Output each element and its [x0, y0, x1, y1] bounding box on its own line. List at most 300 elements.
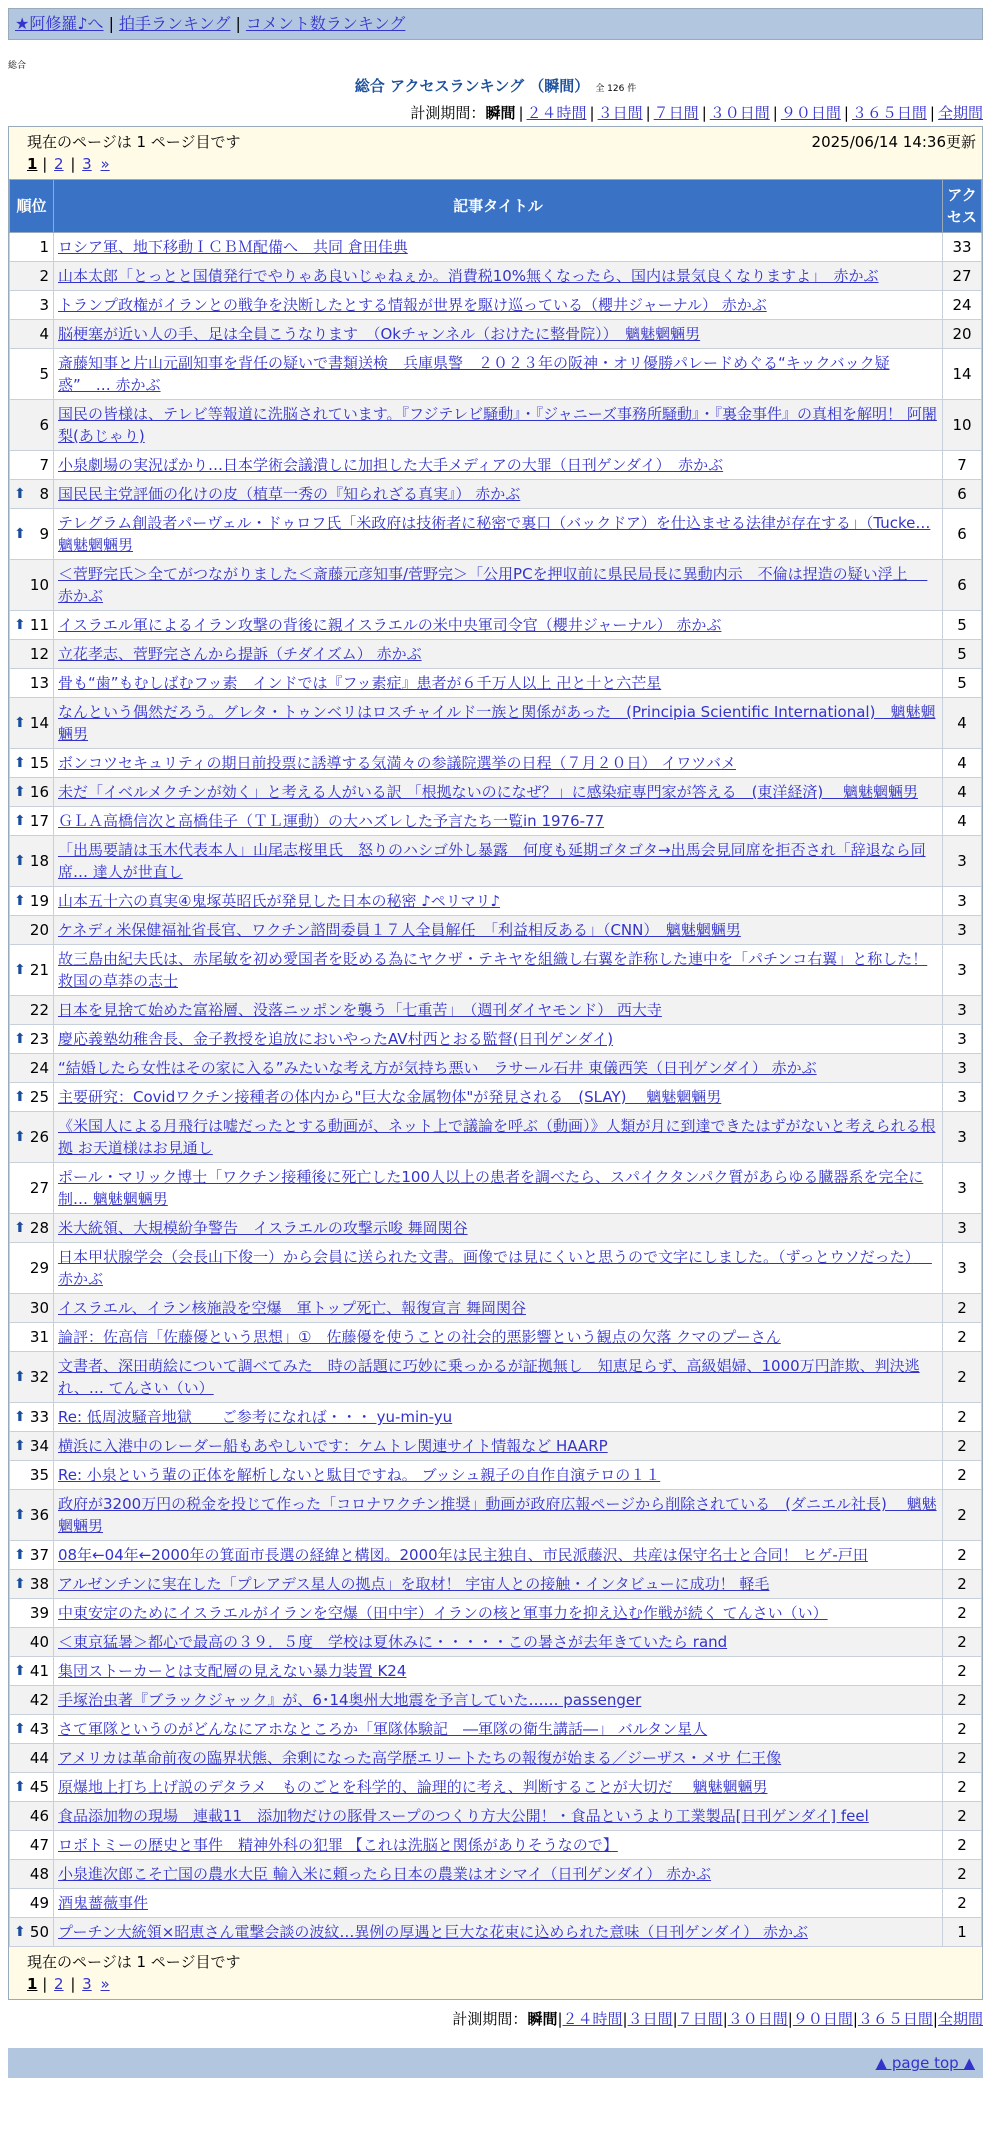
rank-number: 16: [29, 783, 49, 801]
rank-cell: [10, 1860, 54, 1889]
next-page-link[interactable]: »: [100, 1975, 110, 1993]
rank-number: 49: [29, 1894, 49, 1912]
article-link[interactable]: アメリカは革命前夜の臨界状態、余剰になった高学歴エリートたちの報復が始まる／ジーザス・メサ 仁王像: [58, 1749, 782, 1767]
article-link[interactable]: 酒鬼薔薇事件: [58, 1894, 149, 1912]
article-link[interactable]: 政府が3200万円の税金を投じて作った「コロナワクチン推奨」動画が政府広報ページから削除されている (ダニエル社長) 魑魅魍魎男: [58, 1495, 937, 1535]
table-row: [10, 1686, 982, 1715]
table-row: [10, 349, 982, 400]
period-link[interactable]: ３日間: [597, 104, 643, 122]
article-link[interactable]: アルゼンチンに実在した「プレアデス星人の拠点」を取材！ 宇宙人との接触・インタビューに成功！ 軽毛: [58, 1575, 770, 1593]
access-count: 4: [943, 807, 982, 836]
rank-column-header: 順位: [10, 180, 54, 233]
article-link[interactable]: 山本太郎「とっとと国債発行でやりゃあ良いじゃねぇか。消費税10%無くなったら、国内は景気良くなりますよ」 赤かぶ: [58, 267, 879, 285]
rank-cell: [10, 1657, 54, 1686]
rank-number: 10: [29, 576, 49, 594]
title-cell: [54, 1541, 943, 1570]
article-link[interactable]: 主要研究：Covidワクチン接種者の体内から"巨大な金属物体"が発見される (SLAY) 魑魅魍魎男: [58, 1088, 722, 1106]
page-separator: |: [37, 155, 53, 173]
title-cell: [54, 1083, 943, 1112]
rank-up-arrow-icon: ⬆: [14, 784, 26, 800]
rank-number: 7: [39, 456, 49, 474]
nav-link[interactable]: 拍手ランキング: [118, 14, 231, 33]
rank-cell: [10, 1802, 54, 1831]
article-link[interactable]: 原爆地上打ち上げ説のデタラメ ものごとを科学的、論理的に考え、判断することが大切だ 魑魅魍魎男: [58, 1778, 768, 1796]
article-link[interactable]: 中東安定のためにイスラエルがイランを空爆（田中宇）イランの核と軍事力を抑え込む作戦が続く てんさい（い）: [58, 1604, 828, 1622]
article-link[interactable]: ＜東京猛暑＞都心で最高の３９．５度 学校は夏休みに・・・・・この暑さが去年きていたら rand: [58, 1633, 728, 1651]
period-link[interactable]: ９０日間: [792, 2010, 853, 2028]
rank-number: 17: [29, 812, 49, 830]
article-link[interactable]: 「出馬要請は玉木代表本人」山尾志桜里氏 怒りのハシゴ外し暴露 何度も延期ゴタゴタ→出馬会見同席を拒否され「辞退なら同席… 達人が世直し: [58, 841, 926, 881]
article-link[interactable]: ボンコツセキュリティの期日前投票に誘導する気満々の参議院選挙の日程（７月２０日） イワツバメ: [58, 754, 736, 772]
period-link[interactable]: ３６５日間: [851, 104, 927, 122]
rank-up-arrow-icon: ⬆: [14, 526, 26, 542]
rank-up-arrow-icon: ⬆: [14, 1576, 26, 1592]
rank-cell: [10, 1490, 54, 1541]
page-link[interactable]: 3: [82, 1975, 92, 1993]
table-row: [10, 1323, 982, 1352]
rank-cell: [10, 749, 54, 778]
article-link[interactable]: 日本甲状腺学会（会長山下俊一）から会員に送られた文書。画像では見にくいと思うので文字にしました。（ずっとウソだった） 赤かぶ: [58, 1248, 932, 1288]
rank-number: 31: [29, 1328, 49, 1346]
period-separator: |: [843, 104, 849, 122]
access-count: 5: [943, 611, 982, 640]
article-link[interactable]: ポール・マリック博士「ワクチン接種後に死亡した100人以上の患者を調べたら、スパイクタンパク質があらゆる臓器系を完全に制… 魑魅魍魎男: [58, 1168, 924, 1208]
period-link[interactable]: 全期間: [937, 2010, 983, 2028]
access-count: 2: [943, 1715, 982, 1744]
article-link[interactable]: テレグラム創設者パーヴェル・ドゥロフ氏「米政府は技術者に秘密で裏口（バックドア）を仕込ませる法律が存在する」（Tucke… 魑魅魍魎男: [58, 514, 931, 554]
rank-number: 6: [39, 416, 49, 434]
rank-number: 8: [39, 485, 49, 503]
article-link[interactable]: なんという偶然だろう。グレタ・トゥンベリはロスチャイルド一族と関係があった (Principia Scientific International) 魑魅魍魎男: [58, 703, 936, 743]
article-link[interactable]: 立花孝志、菅野完さんから提訴（チダイズム） 赤かぶ: [58, 645, 422, 663]
title-cell: [54, 778, 943, 807]
article-link[interactable]: 手塚治虫著『ブラックジャック』が、6･14奥州大地震を予言していた…… passenger: [58, 1691, 642, 1709]
access-count: 2: [943, 1541, 982, 1570]
rank-up-arrow-icon: ⬆: [14, 1369, 26, 1385]
title-column-header: 記事タイトル: [54, 180, 943, 233]
rank-up-arrow-icon: ⬆: [14, 1031, 26, 1047]
page-separator: [94, 155, 99, 173]
rank-cell: [10, 640, 54, 669]
rank-number: 1: [39, 238, 49, 256]
rank-cell: [10, 1628, 54, 1657]
table-row: [10, 1490, 982, 1541]
article-link[interactable]: ＜菅野完氏＞全てがつながりました＜斎藤元彦知事/菅野完＞「公用PCを押収前に県民局長に異動内示 不倫は捏造の疑い浮上 赤かぶ: [58, 565, 928, 605]
article-link[interactable]: 国民民主党評価の化けの皮（植草一秀の『知られざる真実』） 赤かぶ: [58, 485, 521, 503]
page-separator: |: [65, 155, 81, 173]
table-row: [10, 320, 982, 349]
title-cell: [54, 1163, 943, 1214]
rank-cell: [10, 1323, 54, 1352]
rank-number: 9: [39, 525, 49, 543]
rank-up-arrow-icon: ⬆: [14, 715, 26, 731]
article-link[interactable]: プーチン大統領×昭恵さん電撃会談の波紋…異例の厚遇と巨大な花束に込められた意味（日刊ゲンダイ） 赤かぶ: [58, 1923, 808, 1941]
table-row: [10, 698, 982, 749]
rank-cell: [10, 807, 54, 836]
rank-cell: [10, 480, 54, 509]
table-row: [10, 262, 982, 291]
rank-cell: [10, 611, 54, 640]
rank-cell: [10, 1214, 54, 1243]
article-link[interactable]: ケネディ米保健福祉省長官、ワクチン諮問委員１７人全員解任 「利益相反ある」（CNN） 魑魅魍魎男: [58, 921, 741, 939]
pager-top: [9, 127, 982, 179]
title-cell: [54, 1214, 943, 1243]
rank-up-arrow-icon: ⬆: [14, 1220, 26, 1236]
table-row: [10, 1802, 982, 1831]
article-link[interactable]: 斎藤知事と片山元副知事を背任の疑いで書類送検 兵庫県警 ２０２３年の阪神・オリ優勝パレードめぐる“キックバック疑惑” … 赤かぶ: [58, 354, 890, 394]
rank-number: 40: [29, 1633, 49, 1651]
period-separator: |: [645, 104, 651, 122]
page-link[interactable]: 2: [54, 155, 64, 173]
page-link[interactable]: 2: [54, 1975, 64, 1993]
table-row: [10, 1918, 982, 1947]
access-count: 3: [943, 1214, 982, 1243]
table-row: [10, 778, 982, 807]
table-row: [10, 807, 982, 836]
article-link[interactable]: 未だ「イベルメクチンが効く」と考える人がいる訳 「根拠ないのになぜ？」に感染症専門家が答える (東洋経済) 魑魅魍魎男: [58, 783, 919, 801]
title-cell: [54, 262, 943, 291]
access-count: 6: [943, 480, 982, 509]
article-link[interactable]: 08年←04年←2000年の箕面市長選の経緯と構図。2000年は民主独自、市民派藤沢、共産は保守名士と合同！ ヒゲ-戸田: [58, 1546, 868, 1564]
access-count: 2: [943, 1628, 982, 1657]
title-cell: [54, 480, 943, 509]
article-link[interactable]: 《米国人による月飛行は嘘だったとする動画が、ネット上で議論を呼ぶ（動画）》人類が月に到達できたはずがないと考えられる根拠 お天道様はお見通し: [58, 1117, 936, 1157]
rank-cell: [10, 349, 54, 400]
access-count: 5: [943, 640, 982, 669]
title-cell: [54, 509, 943, 560]
table-row: [10, 1744, 982, 1773]
rank-number: 25: [29, 1088, 49, 1106]
title-cell: [54, 1628, 943, 1657]
article-link[interactable]: 文書者、深田萌絵について調べてみた 時の話題に巧妙に乗っかるが証拠無し 知恵足らず、高級娼婦、1000万円詐欺、判決逃れ、… てんさい（い）: [58, 1357, 920, 1397]
rank-up-arrow-icon: ⬆: [14, 1507, 26, 1523]
rank-cell: [10, 1403, 54, 1432]
rank-cell: [10, 1599, 54, 1628]
rank-cell: [10, 509, 54, 560]
rank-cell: [10, 1112, 54, 1163]
table-row: [10, 1715, 982, 1744]
access-count: 2: [943, 1802, 982, 1831]
table-row: [10, 400, 982, 451]
rank-up-arrow-icon: ⬆: [14, 1129, 26, 1145]
rank-number: 27: [29, 1179, 49, 1197]
article-link[interactable]: さて軍隊というのがどんなにアホなところか「軍隊体験記 ―軍隊の衛生講話―」 バルタン星人: [58, 1720, 708, 1738]
rank-number: 37: [29, 1546, 49, 1564]
updated-timestamp: 2025/06/14 14:36更新: [811, 133, 976, 151]
period-separator: |: [852, 2010, 858, 2028]
rank-cell: [10, 778, 54, 807]
access-count: 3: [943, 1163, 982, 1214]
title-cell: [54, 916, 943, 945]
article-link[interactable]: 米大統領、大規模紛争警告 イスラエルの攻撃示唆 舞岡関谷: [58, 1219, 468, 1237]
table-row: [10, 1831, 982, 1860]
article-link[interactable]: Re: 低周波騒音地獄 ご参考になれば・・・ yu-min-yu: [58, 1408, 453, 1426]
rank-up-arrow-icon: ⬆: [14, 1779, 26, 1795]
article-link[interactable]: 論評：佐高信「佐藤優という思想」① 佐藤優を使うことの社会的悪影響という観点の欠落 クマのプーさん: [58, 1328, 781, 1346]
table-row: [10, 1054, 982, 1083]
article-link[interactable]: 集団ストーカーとは支配層の見えない暴力装置 K24: [58, 1662, 407, 1680]
rank-number: 35: [29, 1466, 49, 1484]
rank-number: 14: [29, 714, 49, 732]
rank-cell: [10, 320, 54, 349]
table-row: [10, 836, 982, 887]
page-separator: |: [65, 1975, 81, 1993]
title-cell: [54, 836, 943, 887]
rank-cell: [10, 1461, 54, 1490]
article-link[interactable]: 国民の皆様は、テレビ等報道に洗脳されています。『フジテレビ騒動』・『ジャニーズ事務所騒動』・『裏金事件』の真相を解明！ 阿闍梨(あじゃり): [58, 405, 937, 445]
rank-number: 19: [29, 892, 49, 910]
period-link[interactable]: ３０日間: [727, 2010, 788, 2028]
nav-separator: |: [235, 14, 241, 33]
access-count: 2: [943, 1889, 982, 1918]
rank-number: 23: [29, 1030, 49, 1048]
period-link[interactable]: 全期間: [937, 104, 983, 122]
access-count: 3: [943, 1025, 982, 1054]
title-cell: [54, 1243, 943, 1294]
rank-cell: [10, 1352, 54, 1403]
title-cell: [54, 1715, 943, 1744]
rank-number: 4: [39, 325, 49, 343]
period-separator: |: [772, 104, 778, 122]
rank-up-arrow-icon: ⬆: [14, 893, 26, 909]
title-cell: [54, 1860, 943, 1889]
period-separator: |: [622, 2010, 628, 2028]
ranking-panel: [8, 126, 983, 2000]
article-link[interactable]: 食品添加物の現場 連載11 添加物だけの豚骨スープのつくり方大公開！・食品というより工業製品[日刊ゲンダイ] feel: [58, 1807, 869, 1825]
period-separator: |: [932, 2010, 938, 2028]
rank-up-arrow-icon: ⬆: [14, 962, 26, 978]
access-count: 3: [943, 1243, 982, 1294]
rank-cell: [10, 698, 54, 749]
page-title: [0, 75, 991, 96]
title-cell: [54, 1802, 943, 1831]
rank-cell: [10, 945, 54, 996]
title-cell: [54, 1889, 943, 1918]
nav-link[interactable]: コメント数ランキング: [245, 14, 406, 33]
period-link[interactable]: ７日間: [677, 2010, 723, 2028]
category-label: 総合: [8, 61, 27, 71]
title-cell: [54, 1112, 943, 1163]
article-link[interactable]: 骨も“歯”もむしばむフッ素 インドでは『フッ素症』患者が６千万人以上 卍と十と六芒星: [58, 674, 662, 692]
access-count: 6: [943, 560, 982, 611]
page-link[interactable]: 3: [82, 155, 92, 173]
period-link[interactable]: ９０日間: [780, 104, 841, 122]
period-separator: |: [722, 2010, 728, 2028]
period-link[interactable]: ２４時間: [562, 2010, 623, 2028]
table-row: [10, 1599, 982, 1628]
access-count: 5: [943, 669, 982, 698]
access-count: 2: [943, 1773, 982, 1802]
title-cell: [54, 560, 943, 611]
rank-cell: [10, 291, 54, 320]
rank-cell: [10, 1831, 54, 1860]
table-row: [10, 1889, 982, 1918]
ranking-table: [9, 179, 982, 1947]
access-count: 20: [943, 320, 982, 349]
period-selector-top: [0, 102, 983, 124]
rank-number: 11: [29, 616, 49, 634]
article-link[interactable]: イスラエル、イラン核施設を空爆 軍トップ死亡、報復宣言 舞岡関谷: [58, 1299, 526, 1317]
access-count: 1: [943, 1918, 982, 1947]
access-count: 10: [943, 400, 982, 451]
title-cell: [54, 1686, 943, 1715]
title-cell: [54, 669, 943, 698]
article-link[interactable]: 山本五十六の真実④鬼塚英昭氏が発見した日本の秘密 ♪ペリマリ♪: [58, 892, 501, 910]
title-cell: [54, 1831, 943, 1860]
access-count: 2: [943, 1461, 982, 1490]
rank-up-arrow-icon: ⬆: [14, 1409, 26, 1425]
pager-bottom: [9, 1947, 982, 1999]
access-count: 33: [943, 233, 982, 262]
rank-cell: [10, 1686, 54, 1715]
rank-cell: [10, 1715, 54, 1744]
access-column-header: アクセス: [943, 180, 982, 233]
table-row: [10, 509, 982, 560]
rank-number: 43: [29, 1720, 49, 1738]
title-cell: [54, 1570, 943, 1599]
period-label: 計測期間：: [452, 2010, 528, 2028]
article-link[interactable]: Re: 小泉という輩の正体を解析しないと駄目ですね。 ブッシュ親子の自作自演テロの１１: [58, 1466, 661, 1484]
table-row: [10, 1570, 982, 1599]
access-count: 3: [943, 916, 982, 945]
rank-number: 33: [29, 1408, 49, 1426]
period-link[interactable]: ３６５日間: [857, 2010, 933, 2028]
rank-cell: [10, 1294, 54, 1323]
table-row: [10, 640, 982, 669]
article-link[interactable]: ロシア軍、地下移動ＩＣＢＭ配備へ 共同 倉田佳典: [58, 238, 408, 256]
table-row: [10, 945, 982, 996]
table-row: [10, 1163, 982, 1214]
page-separator: [94, 1975, 99, 1993]
rank-cell: [10, 1744, 54, 1773]
table-row: [10, 1083, 982, 1112]
article-link[interactable]: ロボトミーの歴史と事件 精神外科の犯罪 【これは洗脳と関係がありそうなので】: [58, 1836, 618, 1854]
access-count: 2: [943, 1294, 982, 1323]
rank-number: 42: [29, 1691, 49, 1709]
access-count: 2: [943, 1599, 982, 1628]
access-count: 3: [943, 1112, 982, 1163]
article-link[interactable]: イスラエル軍によるイラン攻撃の背後に親イスラエルの米中央軍司令官（櫻井ジャーナル） 赤かぶ: [58, 616, 722, 634]
rank-up-arrow-icon: ⬆: [14, 1438, 26, 1454]
table-row: [10, 1860, 982, 1889]
access-count: 3: [943, 836, 982, 887]
period-link[interactable]: ３０日間: [709, 104, 770, 122]
title-cell: [54, 1403, 943, 1432]
article-link[interactable]: 横浜に入港中のレーダー船もあやしいです：ケムトレ関連サイト情報など HAARP: [58, 1437, 608, 1455]
rank-number: 21: [29, 961, 49, 979]
access-count: 2: [943, 1744, 982, 1773]
period-separator: |: [787, 2010, 793, 2028]
article-link[interactable]: 脳梗塞が近い人の手、足は全員こうなります （Okチャンネル（おけたに整骨院）） 魑魅魍魎男: [58, 325, 701, 343]
article-link[interactable]: ＧＬＡ高橋信次と高橋佳子（ＴＬ運動）の大ハズレした予言たち一覧in 1976-77: [58, 812, 605, 830]
title-cell: [54, 807, 943, 836]
page-links-bottom: [27, 1973, 964, 1995]
access-count: 3: [943, 945, 982, 996]
table-row: [10, 669, 982, 698]
title-cell: [54, 1918, 943, 1947]
rank-number: 22: [29, 1001, 49, 1019]
rank-up-arrow-icon: ⬆: [14, 755, 26, 771]
article-link[interactable]: 日本を見捨て始めた富裕層、没落ニッポンを襲う「七重苦」 （週刊ダイヤモンド） 西大寺: [58, 1001, 662, 1019]
article-link[interactable]: 故三島由紀夫氏は、赤尾敏を初め愛国者を貶める為にヤクザ・テキヤを組織し右翼を詐称した連中を「パチンコ右翼」と称した！ 救国の草莽の志士: [58, 950, 928, 990]
ranking-title: 総合 アクセスランキング （瞬間）: [354, 77, 590, 95]
access-count: 3: [943, 1054, 982, 1083]
table-row: [10, 233, 982, 262]
period-separator: |: [557, 2010, 563, 2028]
title-cell: [54, 640, 943, 669]
access-count: 3: [943, 996, 982, 1025]
table-row: [10, 480, 982, 509]
next-page-link[interactable]: »: [100, 155, 110, 173]
article-link[interactable]: 小泉劇場の実況ばかり…日本学術会議潰しに加担した大手メディアの大罪（日刊ゲンダイ） 赤かぶ: [58, 456, 724, 474]
article-link[interactable]: 小泉進次郎こそ亡国の農水大臣 輸入米に頼ったら日本の農業はオシマイ（日刊ゲンダイ） 赤かぶ: [58, 1865, 712, 1883]
access-count: 3: [943, 887, 982, 916]
title-cell: [54, 1773, 943, 1802]
access-count: 4: [943, 778, 982, 807]
nav-link[interactable]: ★阿修羅♪へ: [15, 14, 104, 33]
period-link[interactable]: ２４時間: [526, 104, 587, 122]
rank-number: 47: [29, 1836, 49, 1854]
rank-cell: [10, 887, 54, 916]
rank-cell: [10, 400, 54, 451]
current-page-text: 現在のページは 1 ページ目です: [27, 133, 241, 151]
table-row: [10, 1294, 982, 1323]
access-count: 2: [943, 1432, 982, 1461]
rank-number: 38: [29, 1575, 49, 1593]
table-row: [10, 1628, 982, 1657]
rank-number: 20: [29, 921, 49, 939]
current-page-number: 1: [27, 1975, 38, 1993]
title-cell: [54, 451, 943, 480]
rank-up-arrow-icon: ⬆: [14, 1089, 26, 1105]
title-cell: [54, 996, 943, 1025]
article-link[interactable]: “結婚したら女性はその家に入る”みたいな考え方が気持ち悪い ラサール石井 東儀西笑（日刊ゲンダイ） 赤かぶ: [58, 1059, 817, 1077]
rank-number: 46: [29, 1807, 49, 1825]
period-link[interactable]: ３日間: [627, 2010, 673, 2028]
rank-number: 5: [39, 365, 49, 383]
article-link[interactable]: トランプ政権がイランとの戦争を決断したとする情報が世界を駆け巡っている（櫻井ジャーナル） 赤かぶ: [58, 296, 767, 314]
access-count: 2: [943, 1686, 982, 1715]
page-top-link[interactable]: ▲ page top ▲: [875, 2054, 975, 2072]
rank-up-arrow-icon: ⬆: [14, 1547, 26, 1563]
table-row: [10, 887, 982, 916]
table-row: [10, 451, 982, 480]
rank-number: 2: [39, 267, 49, 285]
rank-number: 45: [29, 1778, 49, 1796]
rank-up-arrow-icon: ⬆: [14, 1663, 26, 1679]
period-separator: |: [518, 104, 524, 122]
access-count: 2: [943, 1352, 982, 1403]
rank-up-arrow-icon: ⬆: [14, 853, 26, 869]
rank-cell: [10, 836, 54, 887]
table-row: [10, 1352, 982, 1403]
period-separator: |: [672, 2010, 678, 2028]
access-count: 6: [943, 509, 982, 560]
title-cell: [54, 611, 943, 640]
table-row: [10, 1657, 982, 1686]
rank-number: 44: [29, 1749, 49, 1767]
table-row: [10, 1243, 982, 1294]
access-count: 2: [943, 1403, 982, 1432]
rank-number: 13: [29, 674, 49, 692]
title-cell: [54, 887, 943, 916]
table-row: [10, 1461, 982, 1490]
rank-up-arrow-icon: ⬆: [14, 813, 26, 829]
access-count: 2: [943, 1657, 982, 1686]
article-link[interactable]: 慶応義塾幼稚舎長、金子教授を追放においやったAV村西とおる監督(日刊ゲンダイ): [58, 1030, 614, 1048]
rank-up-arrow-icon: ⬆: [14, 486, 26, 502]
period-link[interactable]: ７日間: [653, 104, 699, 122]
